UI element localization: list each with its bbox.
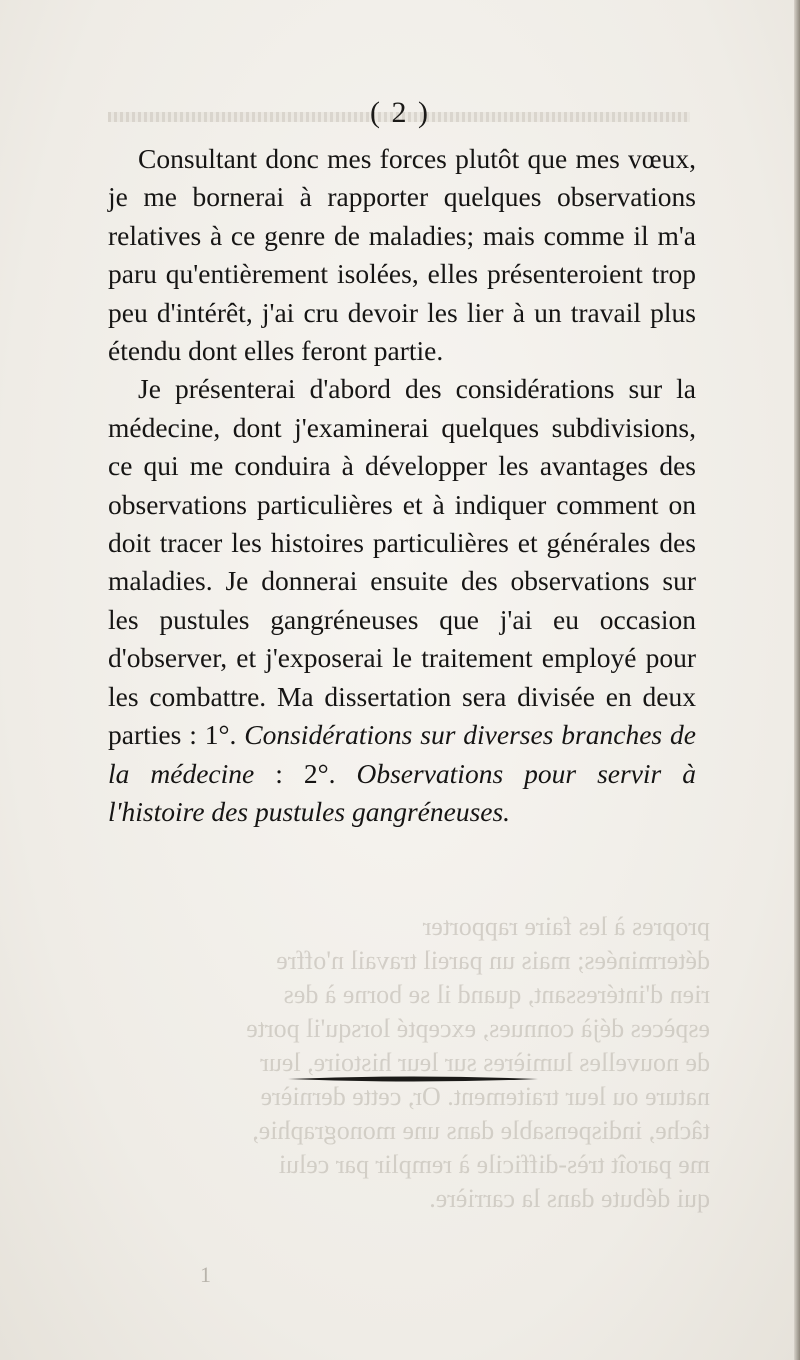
ornamental-rule (288, 1074, 538, 1084)
part-1-title: Considérations sur diverses branches de la médecine (108, 719, 696, 789)
part-2-title: Observations pour servir à l'histoire des pustules gangréneuses. (108, 757, 696, 827)
page-edge (794, 0, 800, 1360)
paragraph-2 (108, 370, 696, 831)
paragraph-2-text: Je présenterai d'abord des considérations sur la médecine, dont j'examinerai quelques subdivisions, ce qui me conduira à développer les avantages des observations particulières et à indiquer comment on doit tracer les histoires particulières et générales des maladies. Je donnerai ensuite des observations sur les pustules gangréneuses que j'ai eu occasion d'observer, et j'exposerai le traitement employé pour les combattre. Ma dissertation sera divisée en deux parties : 1°. (108, 373, 696, 751)
body-text (108, 140, 696, 831)
page-number: ( 2 ) (370, 96, 430, 129)
bleed-through-text: propres à les faire rapporter déterminées; mais un pareil travail n'offre rien d'intéressant, quand il se borne à des espèces déjà connues, excepté lorsqu'il porte de nouvelles lumières sur leur histoire, leur nature ou leur traitement. Or, cette dernière tâche, indispensable dans une monographie, me paroît très-difficile à remplir par celui qui débute dans la carrière. (246, 912, 710, 1213)
paragraph-1: Consultant donc mes forces plutôt que mes vœux, je me bornerai à rapporter quelques observations relatives à ce genre de maladies; mais comme il m'a paru qu'entièrement isolées, elles présenteroient trop peu d'intérêt, j'ai cru devoir les lier à un travail plus étendu dont elles feront partie. (108, 143, 696, 367)
part-separator: : 2°. (254, 757, 357, 789)
folio-mark: 1 (200, 1262, 211, 1287)
